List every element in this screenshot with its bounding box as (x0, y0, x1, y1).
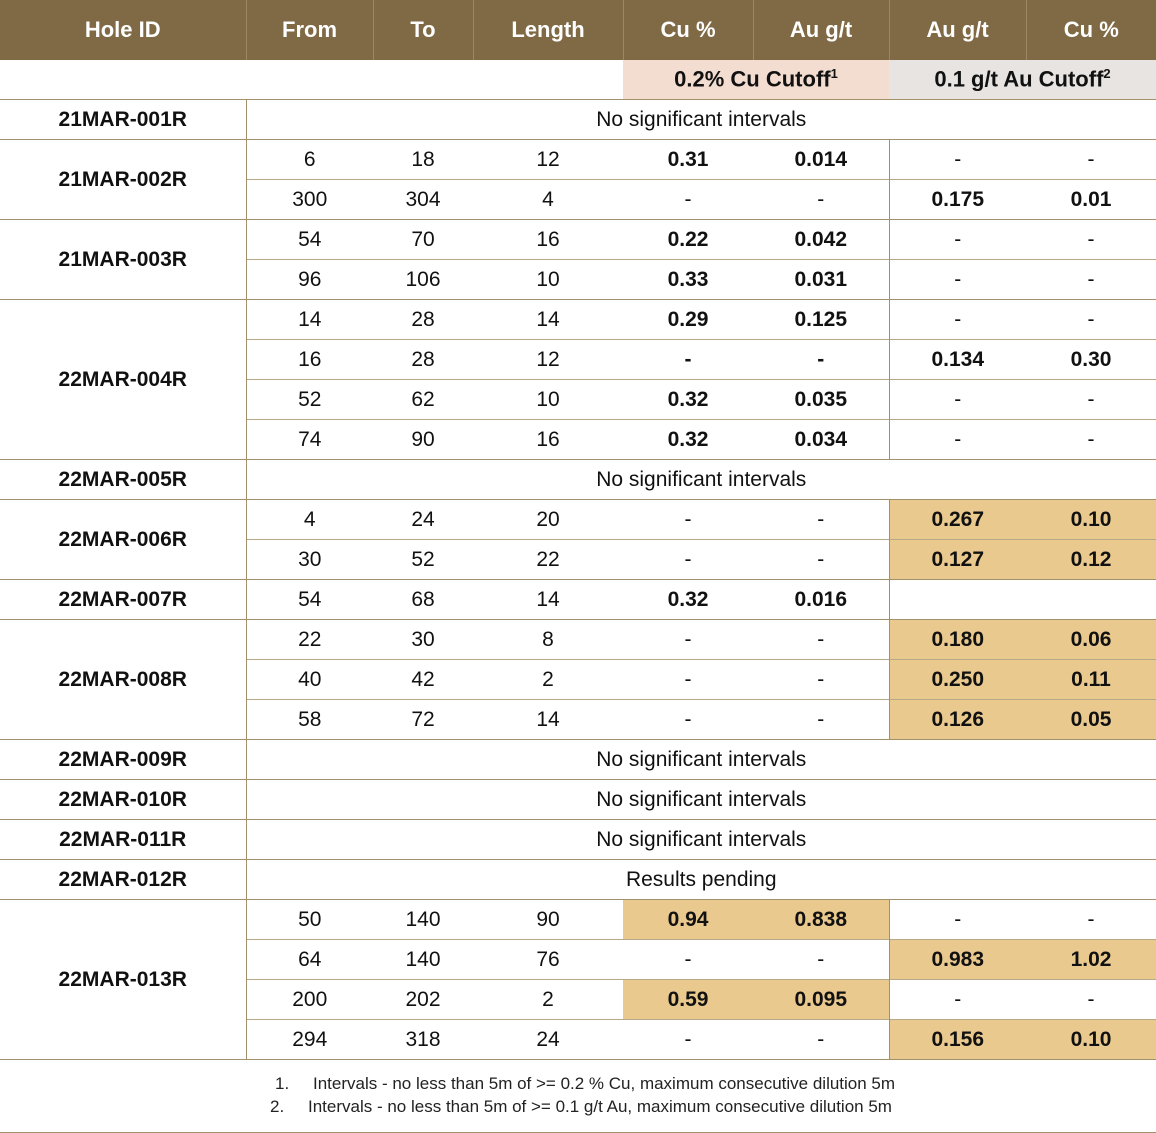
cell-au: - (817, 627, 825, 651)
cell-au-2: 0.267 (889, 500, 1026, 540)
cell-length: 90 (536, 907, 560, 931)
cell-cu: - (623, 340, 753, 380)
cell-au: 0.035 (753, 380, 889, 420)
hole-id: 22MAR-006R (0, 500, 246, 580)
header-au-gt-2: Au g/t (889, 0, 1026, 60)
cell-length: 10 (473, 260, 623, 300)
cell-from: 22 (298, 627, 322, 651)
hole-id: 22MAR-008R (0, 620, 246, 740)
cell-cu-2: - (1087, 907, 1095, 931)
cell-length: 14 (536, 307, 560, 331)
cell-au: 0.125 (794, 307, 848, 331)
cell-length: 22 (473, 540, 623, 580)
interval-note: No significant intervals (246, 460, 1156, 500)
table-row (0, 100, 1156, 140)
cell-au: 0.042 (794, 227, 848, 251)
cell-cu: 0.32 (623, 580, 753, 620)
header-au-gt: Au g/t (753, 0, 889, 60)
cu-cutoff-label: 0.2% Cu Cutoff$^1$ (623, 60, 889, 100)
cell-from: 50 (298, 907, 322, 931)
cell-au-2: 0.175 (889, 180, 1026, 220)
hole-id: 21MAR-002R (0, 140, 246, 220)
interval-note: No significant intervals (246, 820, 1156, 860)
cell-cu-2: - (1026, 980, 1156, 1020)
hole-id: 22MAR-007R (0, 580, 246, 620)
cell-au-2 (889, 580, 1026, 620)
cell-to: 318 (373, 1020, 473, 1060)
cell-length: 12 (473, 340, 623, 380)
table-row (0, 860, 1156, 900)
interval-note: No significant intervals (246, 740, 1156, 780)
cell-au: 0.095 (753, 980, 889, 1020)
cell-to: 24 (411, 507, 435, 531)
table-row (0, 900, 1156, 940)
hole-id: 21MAR-003R (0, 220, 246, 300)
cell-to: 68 (373, 580, 473, 620)
cell-cu: 0.94 (623, 900, 753, 940)
cell-cu: - (684, 627, 692, 651)
hole-id: 22MAR-011R (0, 820, 246, 860)
cell-length: 10 (473, 380, 623, 420)
cell-to: 304 (373, 180, 473, 220)
cell-to: 140 (373, 940, 473, 980)
cell-to: 30 (411, 627, 435, 651)
table-row (0, 460, 1156, 500)
cell-from: 6 (303, 147, 316, 171)
cell-cu-2: - (1087, 147, 1095, 171)
hole-id: 22MAR-005R (0, 460, 246, 500)
cell-from: 14 (298, 307, 322, 331)
cell-au-2: 0.134 (889, 340, 1026, 380)
table-row (0, 140, 1156, 180)
cell-cu-2: 0.10 (1026, 500, 1156, 540)
au-cutoff-label: 0.1 g/t Au Cutoff$^2$ (889, 60, 1156, 100)
table-row (0, 500, 1156, 540)
header-to: To (373, 0, 473, 60)
cell-au-2: 0.156 (889, 1020, 1026, 1060)
cell-au-2: 0.126 (889, 700, 1026, 740)
cell-au: - (753, 940, 889, 980)
cell-au: - (753, 340, 889, 380)
hole-id: 21MAR-001R (0, 100, 246, 140)
cell-au: 0.838 (753, 900, 889, 940)
cell-cu: 0.32 (623, 420, 753, 460)
header-length: Length (473, 0, 623, 60)
table-row (0, 780, 1156, 820)
cell-au-2: - (889, 900, 1026, 940)
cell-cu-2: - (1087, 227, 1095, 251)
cell-cu: - (623, 540, 753, 580)
cell-length: 16 (473, 420, 623, 460)
header-cu-pct-2: Cu % (1026, 0, 1156, 60)
cell-cu: - (623, 1020, 753, 1060)
cell-au-2: - (889, 380, 1026, 420)
cell-cu-2 (1026, 580, 1156, 620)
cell-au: 0.034 (753, 420, 889, 460)
cell-cu: - (623, 940, 753, 980)
cell-from: 200 (246, 980, 373, 1020)
header-hole-id: Hole ID (0, 0, 246, 60)
cell-cu: 0.59 (623, 980, 753, 1020)
cell-cu: - (623, 660, 753, 700)
hole-id: 22MAR-013R (0, 900, 246, 1060)
cell-au: - (753, 700, 889, 740)
cell-to: 52 (373, 540, 473, 580)
cell-au-2: 0.250 (889, 660, 1026, 700)
cell-to: 90 (373, 420, 473, 460)
cell-au-2: - (889, 420, 1026, 460)
cell-to: 42 (373, 660, 473, 700)
header-cu-pct: Cu % (623, 0, 753, 60)
cell-length: 16 (536, 227, 560, 251)
cell-from: 30 (246, 540, 373, 580)
cell-au: - (753, 540, 889, 580)
cell-to: 202 (373, 980, 473, 1020)
cell-to: 106 (373, 260, 473, 300)
interval-note: No significant intervals (246, 780, 1156, 820)
cell-cu-2: 0.06 (1026, 620, 1156, 660)
cell-au: 0.016 (753, 580, 889, 620)
hole-id: 22MAR-010R (0, 780, 246, 820)
cell-cu-2: - (1087, 307, 1095, 331)
cell-length: 24 (473, 1020, 623, 1060)
cell-length: 12 (536, 147, 560, 171)
cell-from: 294 (246, 1020, 373, 1060)
cell-length: 2 (473, 980, 623, 1020)
cell-from: 54 (298, 227, 322, 251)
cell-to: 28 (373, 340, 473, 380)
cell-cu-2: 0.12 (1026, 540, 1156, 580)
cell-cu: - (623, 180, 753, 220)
cell-from: 64 (246, 940, 373, 980)
cell-cu-2: 0.05 (1026, 700, 1156, 740)
table-row (0, 620, 1156, 660)
cell-from: 52 (246, 380, 373, 420)
cell-cu-2: - (1026, 420, 1156, 460)
cell-length: 20 (536, 507, 560, 531)
cell-cu: 0.29 (667, 307, 709, 331)
cell-cu: 0.33 (623, 260, 753, 300)
cell-au-2: - (889, 980, 1026, 1020)
cell-from: 96 (246, 260, 373, 300)
interval-note: Results pending (246, 860, 1156, 900)
table-row (0, 820, 1156, 860)
cell-from: 300 (246, 180, 373, 220)
cell-cu-2: 0.11 (1026, 660, 1156, 700)
cell-to: 70 (411, 227, 435, 251)
cell-to: 18 (411, 147, 435, 171)
cell-cu: 0.32 (623, 380, 753, 420)
cell-au-2: - (889, 300, 1026, 340)
cell-au-2: 0.127 (889, 540, 1026, 580)
cell-au: - (753, 1020, 889, 1060)
cell-au: - (817, 507, 825, 531)
cell-length: 14 (473, 580, 623, 620)
cell-length: 14 (473, 700, 623, 740)
table-row (0, 220, 1156, 260)
cell-cu: 0.22 (667, 227, 709, 251)
cell-au: - (753, 660, 889, 700)
cell-to: 140 (405, 907, 441, 931)
header-row (0, 0, 1156, 60)
cell-from: 16 (246, 340, 373, 380)
cell-length: 76 (473, 940, 623, 980)
table-row (0, 740, 1156, 780)
cell-from: 40 (246, 660, 373, 700)
hole-id: 22MAR-012R (0, 860, 246, 900)
cell-au-2: - (889, 260, 1026, 300)
header-from: From (246, 0, 373, 60)
cell-au-2: 0.180 (889, 620, 1026, 660)
cell-cu: - (684, 507, 692, 531)
cell-cu-2: 0.01 (1026, 180, 1156, 220)
cell-from: 58 (246, 700, 373, 740)
cell-cu-2: 0.30 (1026, 340, 1156, 380)
cell-from: 54 (246, 580, 373, 620)
cell-au: 0.031 (753, 260, 889, 300)
cell-au-2: - (889, 220, 1026, 260)
cell-cu: - (623, 700, 753, 740)
interval-note: No significant intervals (246, 100, 1156, 140)
table-row (0, 580, 1156, 620)
cell-to: 72 (373, 700, 473, 740)
cutoff-row (0, 60, 1156, 100)
cell-au-2: 0.983 (889, 940, 1026, 980)
table-row (0, 300, 1156, 340)
cell-au: 0.014 (794, 147, 848, 171)
cell-au-2: - (889, 140, 1026, 180)
cell-cu: 0.31 (667, 147, 709, 171)
footnote-1: 1. Intervals - no less than 5m of >= 0.2 % Cu, maximum consecutive dilution 5m (275, 1074, 896, 1093)
cell-cu-2: - (1026, 260, 1156, 300)
cell-cu-2: 1.02 (1026, 940, 1156, 980)
cell-from: 4 (303, 507, 316, 531)
cell-length: 2 (473, 660, 623, 700)
hole-id: 22MAR-004R (0, 300, 246, 460)
cell-to: 62 (373, 380, 473, 420)
footnotes (0, 1068, 1156, 1133)
cell-au: - (753, 180, 889, 220)
cell-to: 28 (411, 307, 435, 331)
cell-length: 4 (473, 180, 623, 220)
cell-cu-2: 0.10 (1026, 1020, 1156, 1060)
footnote-2: 2. Intervals - no less than 5m of >= 0.1 g/t Au, maximum consecutive dilution 5m (270, 1097, 892, 1116)
cell-from: 74 (246, 420, 373, 460)
cell-cu-2: - (1026, 380, 1156, 420)
cell-length: 8 (542, 627, 554, 651)
hole-id: 22MAR-009R (0, 740, 246, 780)
